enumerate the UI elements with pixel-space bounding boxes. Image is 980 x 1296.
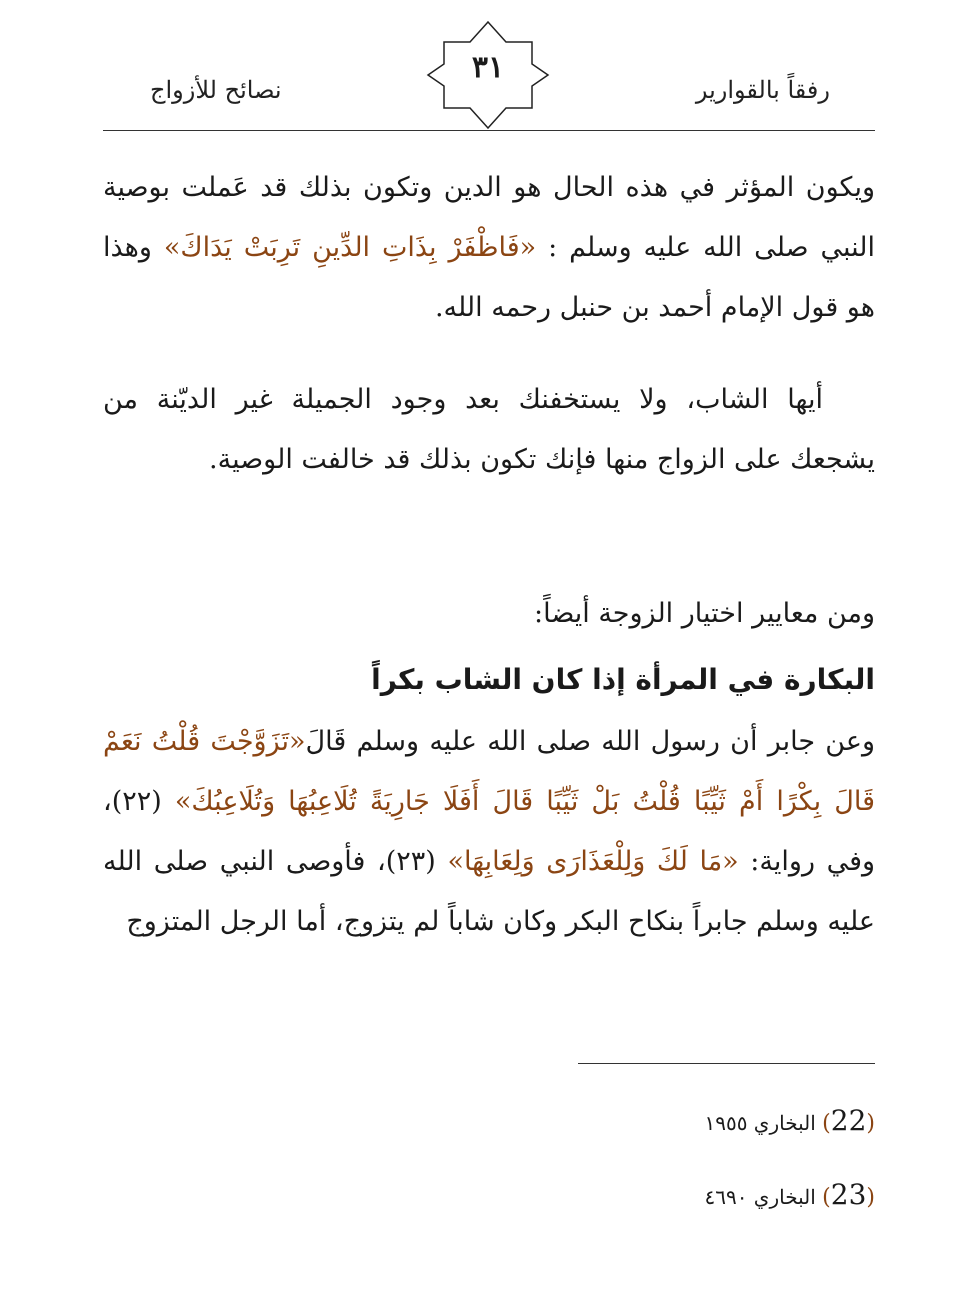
footnote: (23) البخاري ٤٦٩٠ bbox=[704, 1178, 875, 1211]
paragraph-criteria: ومن معايير اختيار الزوجة أيضاً: bbox=[534, 598, 875, 629]
paragraph-virginity bbox=[103, 712, 875, 952]
footnote-text: البخاري ٤٦٩٠ bbox=[704, 1185, 823, 1209]
paragraph-text: وهذا هو قول الإمام أحمد بن حنبل رحمه الله. bbox=[103, 232, 875, 323]
paragraph-warning: أيها الشاب، ولا يستخفنك بعد وجود الجميلة غير الديّنة من يشجعك على الزواج منها فإنك تكون بذلك قد خالفت الوصية. bbox=[103, 384, 875, 475]
footnote: (22) البخاري ١٩٥٥ bbox=[704, 1104, 875, 1137]
header-chapter-title: نصائح للأزواج bbox=[150, 76, 282, 104]
paragraph-text: ، وفي رواية: bbox=[103, 786, 876, 877]
footnote-number: 23 bbox=[830, 1178, 867, 1211]
footnote-ref: (٢٣) bbox=[385, 846, 448, 877]
footnote-divider bbox=[578, 1063, 875, 1064]
header-divider bbox=[103, 130, 875, 131]
paragraph-religion bbox=[103, 158, 875, 338]
section-heading: البكارة في المرأة إذا كان الشاب بكراً bbox=[371, 663, 875, 696]
hadith-quote: «مَا لَكَ وَلِلْعَذَارَى وَلِعَابِهَا» bbox=[447, 846, 739, 877]
paragraph-text: وعن جابر أن رسول الله صلى الله عليه وسلم قَالَ bbox=[305, 726, 875, 757]
header-book-title: رفقاً بالقوارير bbox=[695, 76, 830, 104]
footnote-number: 22 bbox=[830, 1104, 867, 1137]
paragraph-text: ويكون المؤثر في هذه الحال هو الدين وتكون بذلك قد عَملت بوصية النبي صلى الله عليه وسلم : bbox=[103, 172, 875, 263]
footnote-ref: (٢٢) bbox=[111, 786, 175, 817]
paragraph-text: ، فأوصى النبي صلى الله عليه وسلم جابراً بنكاح البكر وكان شاباً لم يتزوج، أما الرجل المتزوج bbox=[103, 846, 875, 937]
page-number: ٣١ bbox=[471, 50, 505, 85]
hadith-quote: «فَاظْفَرْ بِذَاتِ الدِّينِ تَرِبَتْ يَدَاكَ» bbox=[163, 232, 537, 263]
hadith-quote: «تَزَوَّجْتَ قُلْتُ نَعَمْ قَالَ بِكْرًا أَمْ ثَيِّبًا قُلْتُ بَلْ ثَيِّبًا قَالَ أَفَلَا جَارِيَةً تُلَاعِبُهَا وَتُلَاعِبُكَ» bbox=[103, 726, 875, 817]
footnote-text: البخاري ١٩٥٥ bbox=[704, 1111, 823, 1135]
